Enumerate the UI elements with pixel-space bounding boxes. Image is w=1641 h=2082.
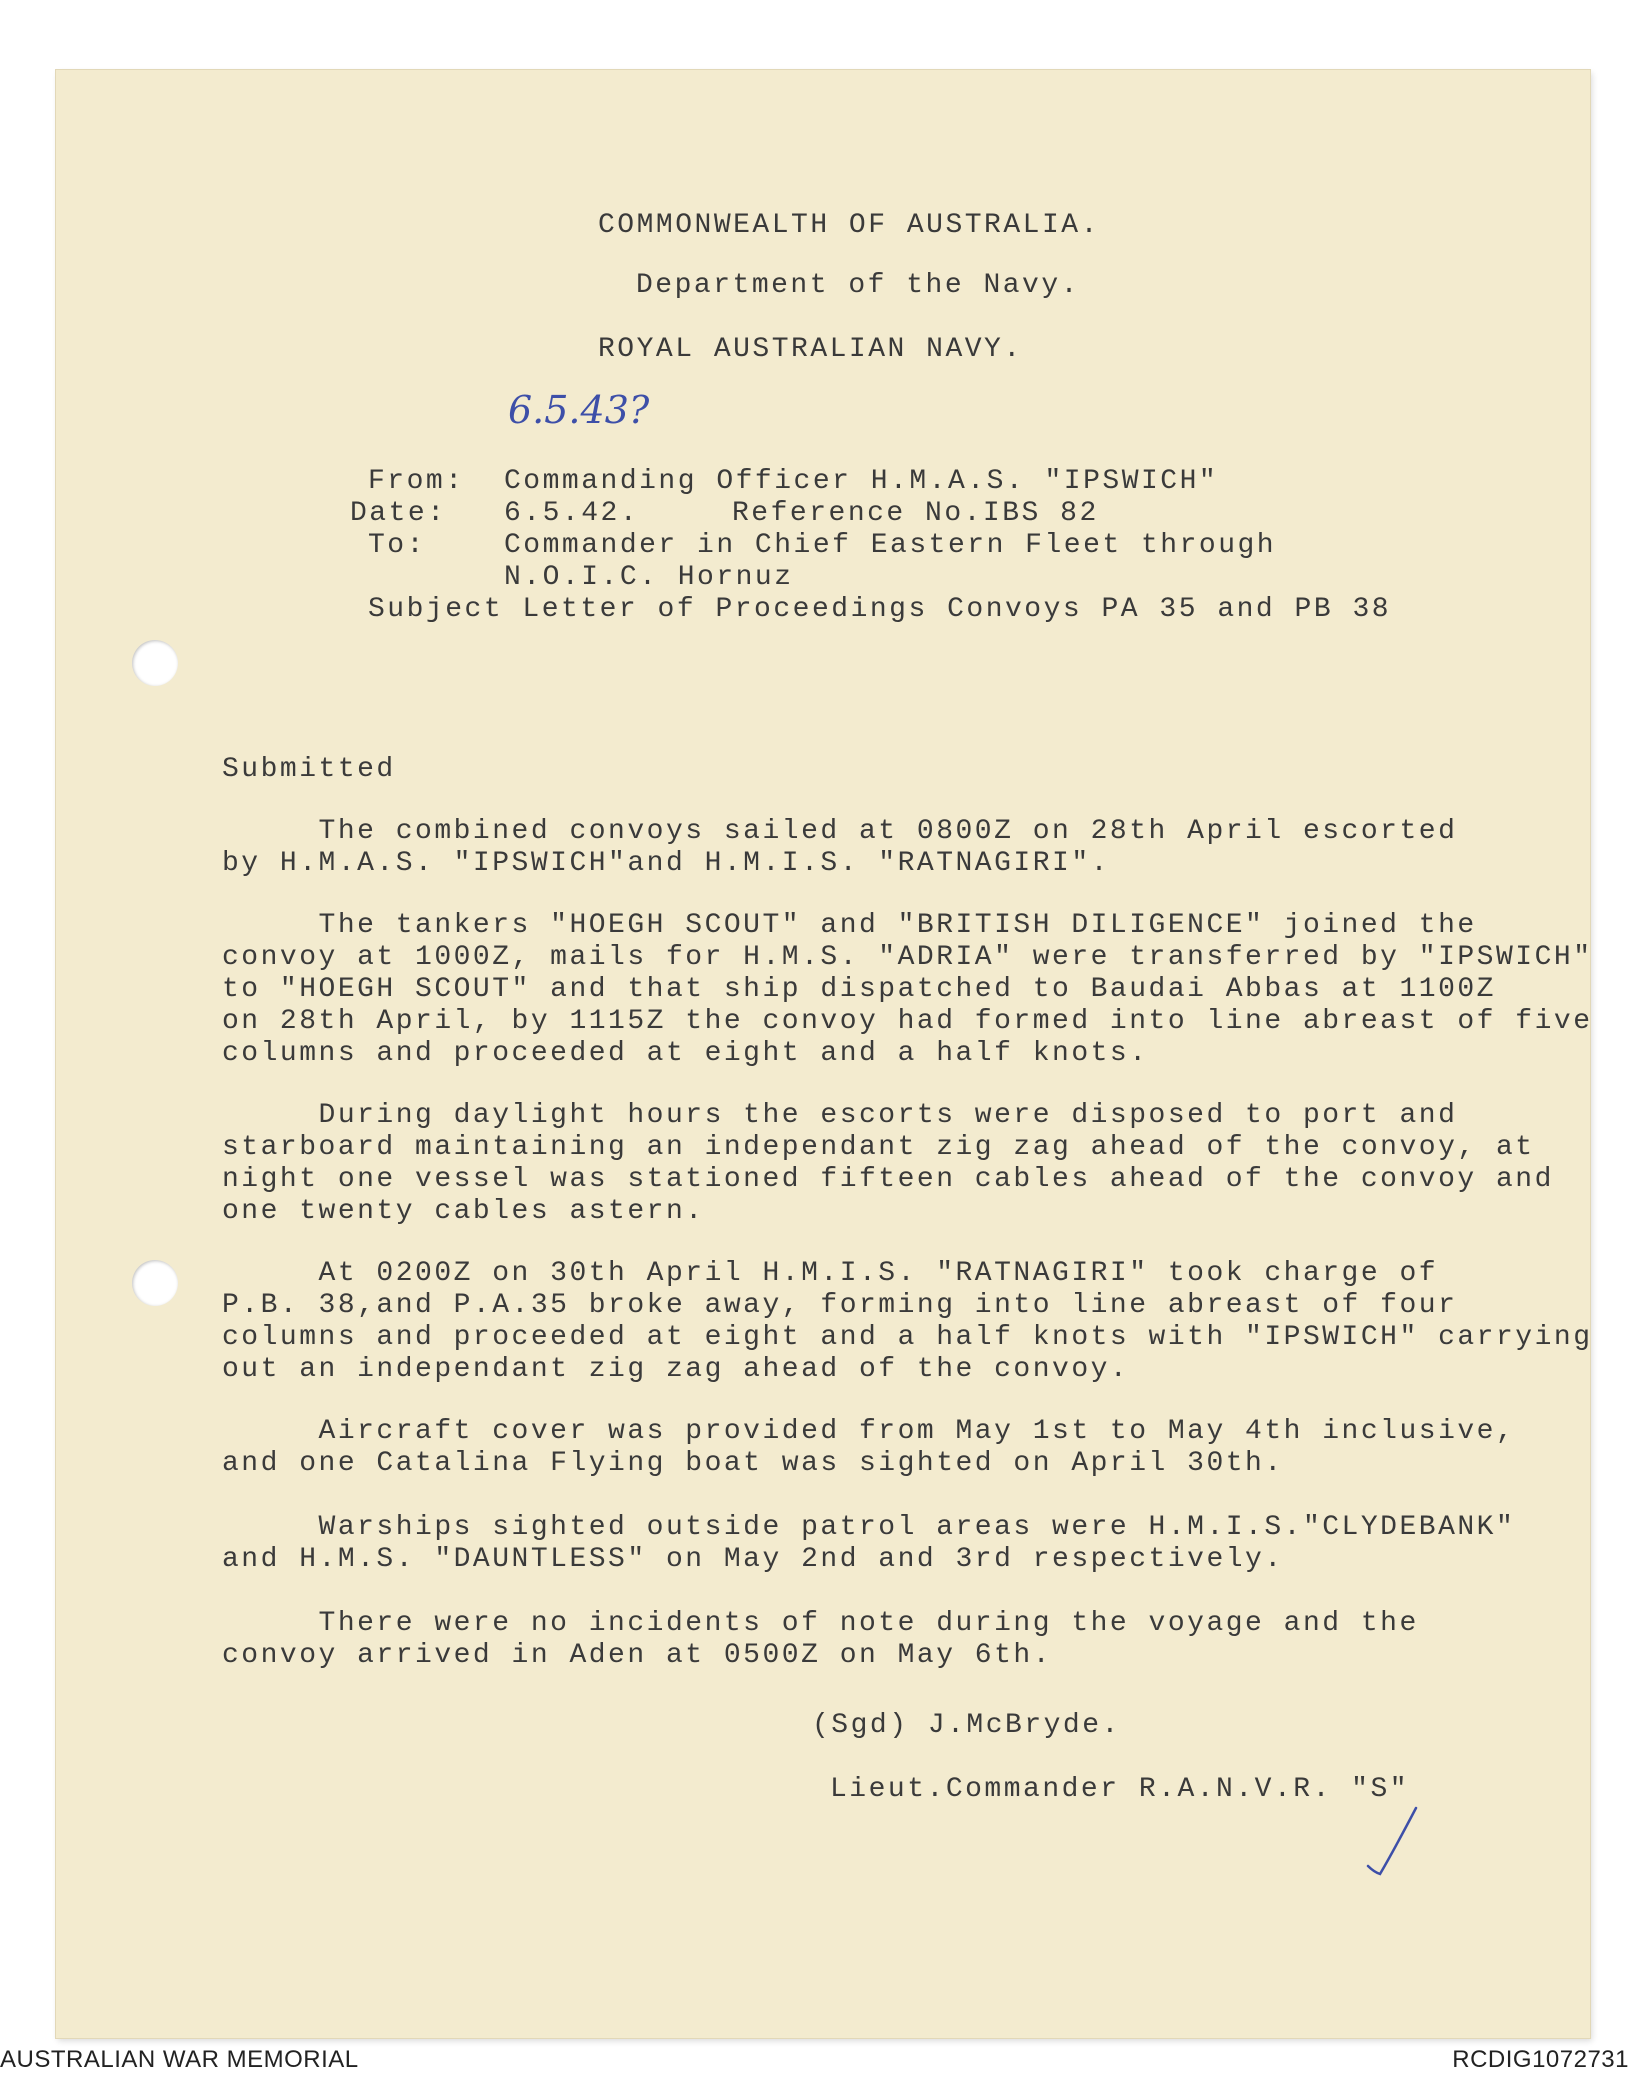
checkmark-icon <box>1364 1800 1424 1880</box>
paragraph-line: At 0200Z on 30th April H.M.I.S. "RATNAGIRI" took charge of <box>222 1258 1439 1289</box>
footer-id: RCDIG1072731 <box>1452 2046 1629 2073</box>
to-value-line-2: N.O.I.C. Hornuz <box>504 562 794 593</box>
from-label: From: <box>368 466 465 497</box>
paragraph-2 <box>222 910 1593 1070</box>
signature-rank: Lieut.Commander R.A.N.V.R. "S" <box>830 1774 1410 1805</box>
paragraph-3 <box>222 1100 1554 1228</box>
paragraph-line: one twenty cables astern. <box>222 1196 705 1227</box>
header-line-commonwealth: COMMONWEALTH OF AUSTRALIA. <box>598 210 1100 241</box>
reference-number: Reference No.IBS 82 <box>732 498 1099 529</box>
paragraph-line: to "HOEGH SCOUT" and that ship dispatched to Baudai Abbas at 1100Z <box>222 974 1496 1005</box>
paragraph-6 <box>222 1512 1515 1576</box>
paragraph-5 <box>222 1416 1515 1480</box>
paragraph-line: starboard maintaining an independant zig zag ahead of the convoy, at <box>222 1132 1535 1163</box>
subject-line: Subject Letter of Proceedings Convoys PA 35 and PB 38 <box>368 594 1392 625</box>
paragraph-7 <box>222 1608 1419 1672</box>
date-label: Date: <box>350 498 447 529</box>
paragraph-1 <box>222 816 1457 880</box>
handwritten-date-annotation: 6.5.43? <box>508 388 650 432</box>
submitted-label: Submitted <box>222 754 396 785</box>
paragraph-line: There were no incidents of note during the voyage and the <box>222 1608 1419 1639</box>
paragraph-line: and H.M.S. "DAUNTLESS" on May 2nd and 3rd respectively. <box>222 1544 1284 1575</box>
paragraph-line: P.B. 38,and P.A.35 broke away, forming into line abreast of four <box>222 1290 1458 1321</box>
paragraph-line: The combined convoys sailed at 0800Z on 28th April escorted <box>222 816 1458 847</box>
date-value: 6.5.42. <box>504 498 640 529</box>
paragraph-line: convoy at 1000Z, mails for H.M.S. "ADRIA" were transferred by "IPSWICH" <box>222 942 1593 973</box>
signature-name: (Sgd) J.McBryde. <box>812 1710 1121 1741</box>
paragraph-line: The tankers "HOEGH SCOUT" and "BRITISH DILIGENCE" joined the <box>222 910 1477 941</box>
paragraph-line: and one Catalina Flying boat was sighted on April 30th. <box>222 1448 1284 1479</box>
to-label: To: <box>368 530 426 561</box>
paragraph-line: by H.M.A.S. "IPSWICH"and H.M.I.S. "RATNAGIRI". <box>222 848 1110 879</box>
paragraph-line: night one vessel was stationed fifteen cables ahead of the convoy and <box>222 1164 1554 1195</box>
paragraph-line: Aircraft cover was provided from May 1st to May 4th inclusive, <box>222 1416 1516 1447</box>
footer-institution: AUSTRALIAN WAR MEMORIAL <box>0 2046 359 2073</box>
paragraph-line: on 28th April, by 1115Z the convoy had formed into line abreast of five <box>222 1006 1593 1037</box>
paragraph-line: convoy arrived in Aden at 0500Z on May 6th. <box>222 1640 1053 1671</box>
paragraph-line: columns and proceeded at eight and a half knots with "IPSWICH" carrying <box>222 1322 1593 1353</box>
header-line-navy: ROYAL AUSTRALIAN NAVY. <box>598 334 1023 365</box>
punch-hole-top <box>132 640 178 686</box>
paragraph-line: out an independant zig zag ahead of the convoy. <box>222 1354 1130 1385</box>
from-value: Commanding Officer H.M.A.S. "IPSWICH" <box>504 466 1219 497</box>
header-line-department: Department of the Navy. <box>636 270 1080 301</box>
punch-hole-bottom <box>132 1260 178 1306</box>
paragraph-line: During daylight hours the escorts were disposed to port and <box>222 1100 1458 1131</box>
paragraph-line: columns and proceeded at eight and a half knots. <box>222 1038 1149 1069</box>
to-value-line-1: Commander in Chief Eastern Fleet through <box>504 530 1277 561</box>
paragraph-line: Warships sighted outside patrol areas were H.M.I.S."CLYDEBANK" <box>222 1512 1516 1543</box>
paragraph-4 <box>222 1258 1593 1386</box>
